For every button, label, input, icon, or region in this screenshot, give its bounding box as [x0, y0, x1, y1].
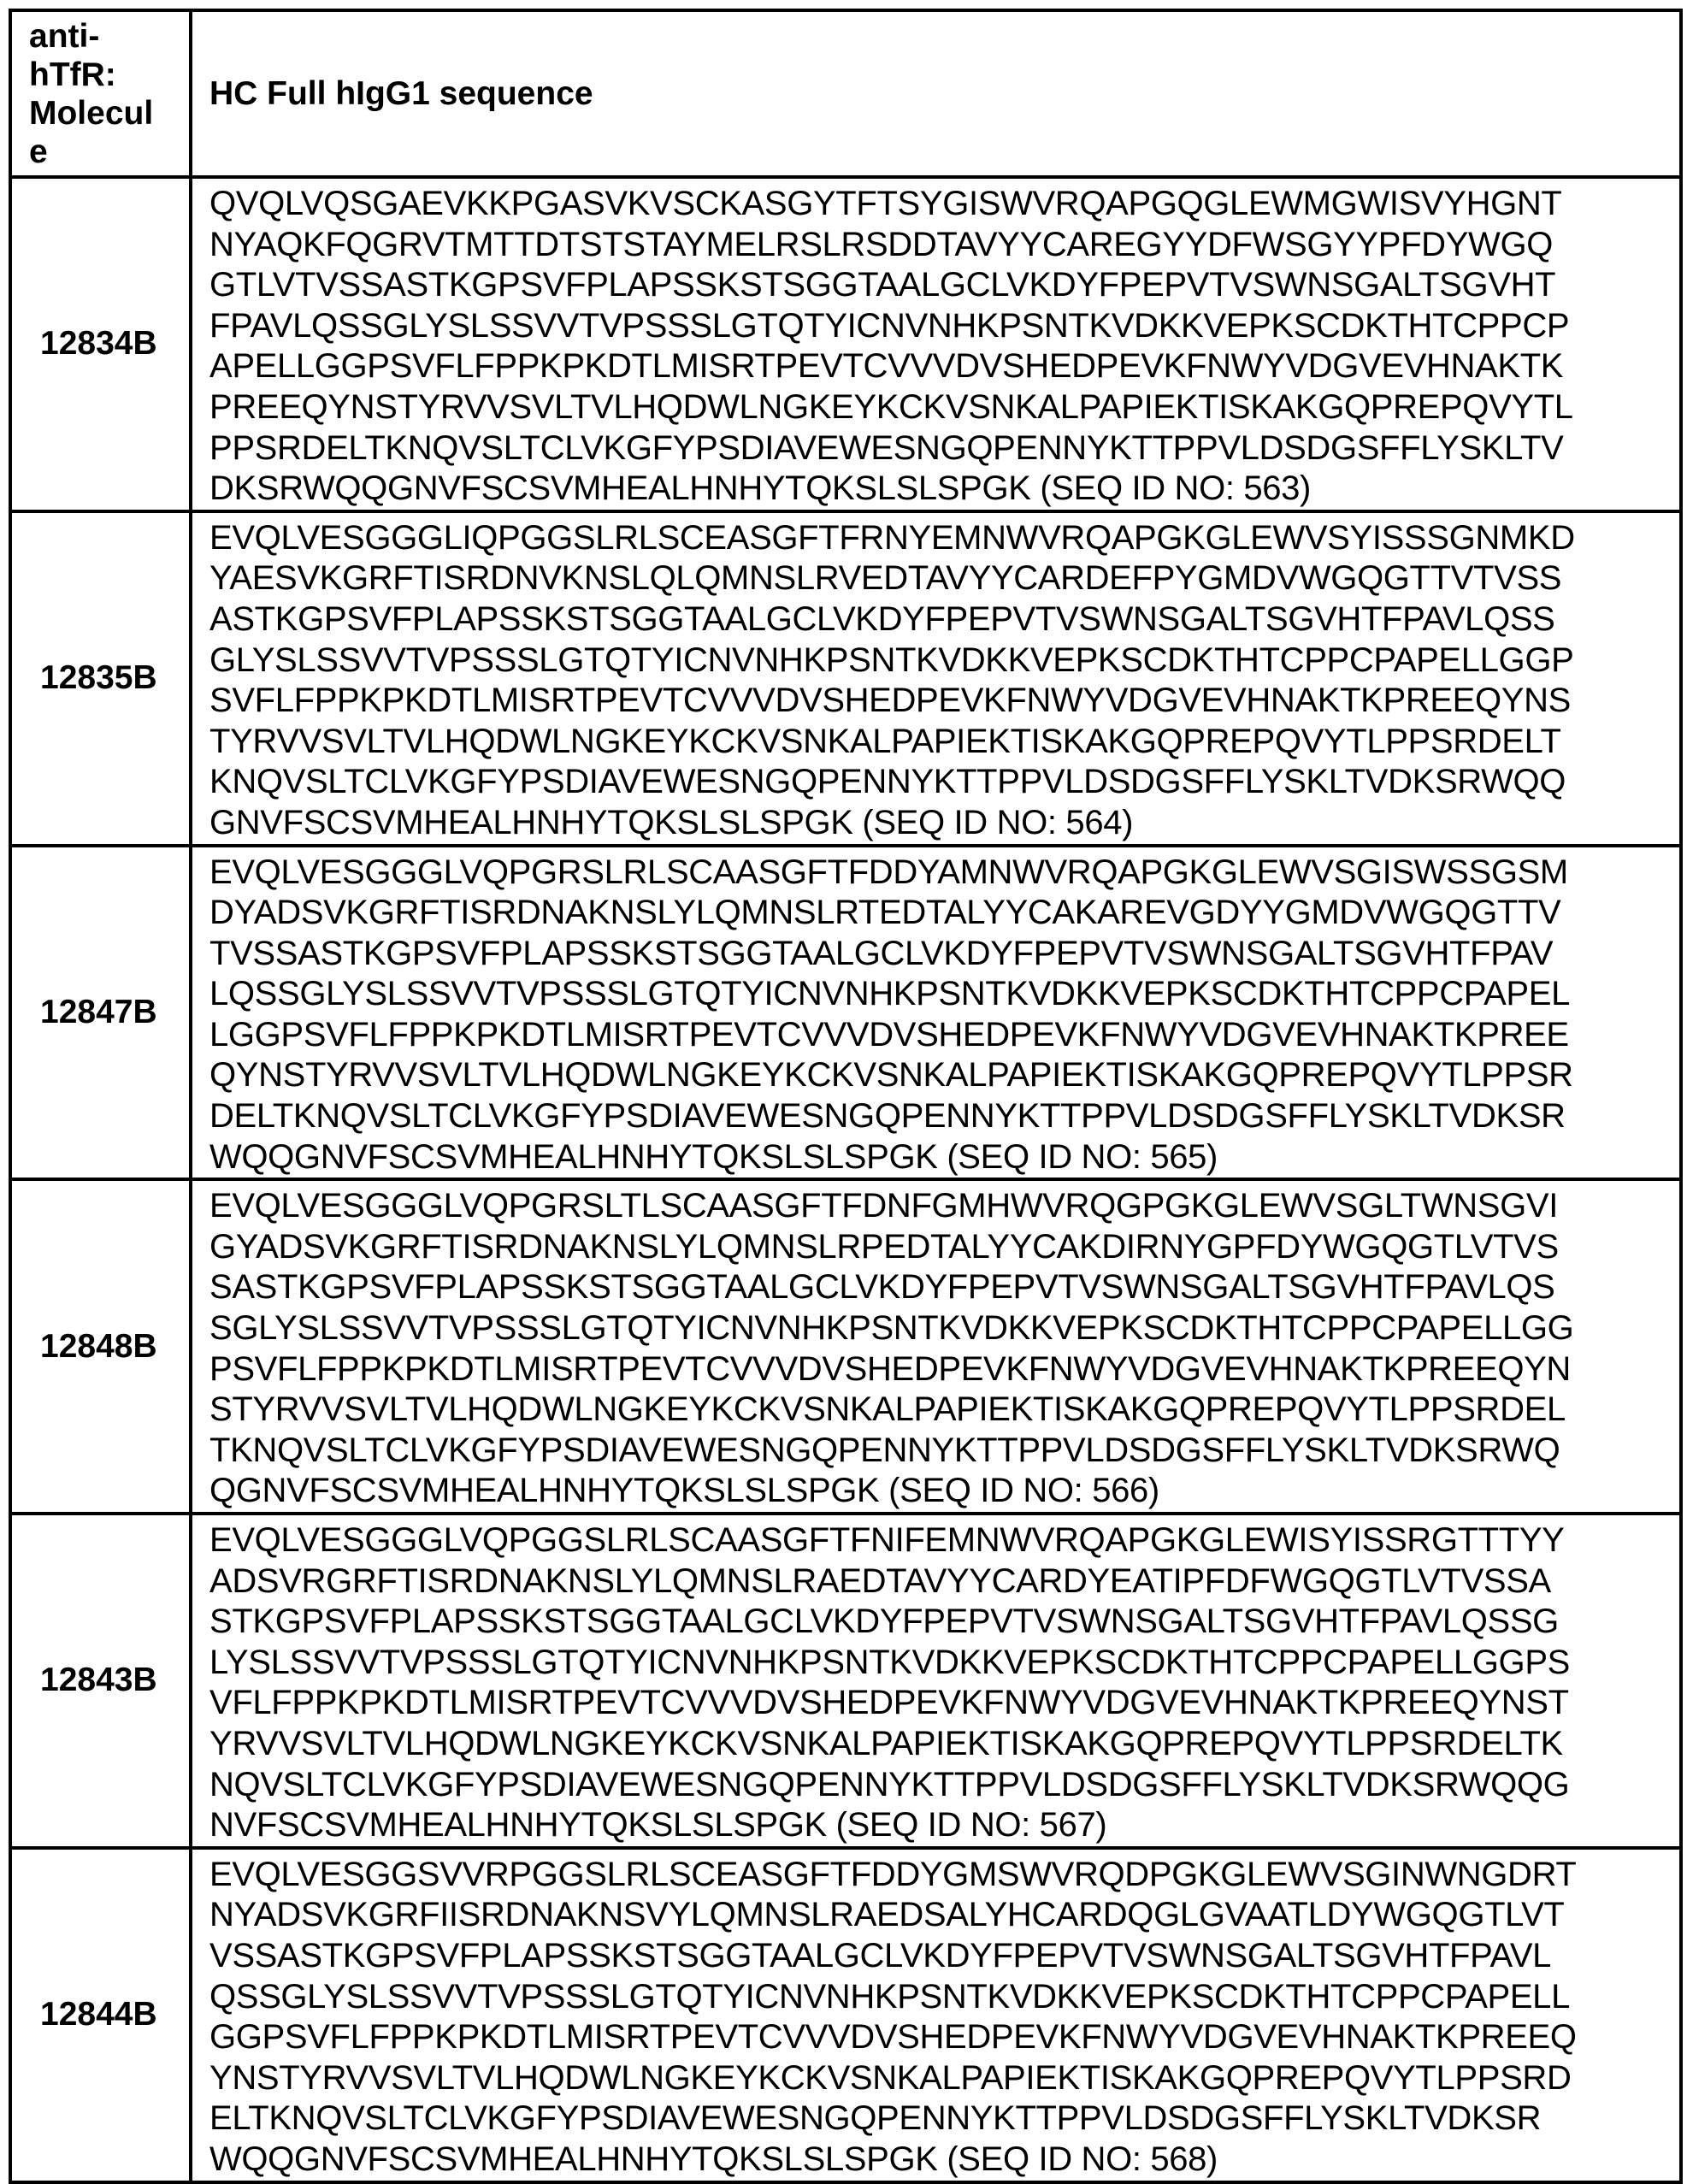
header-molecule-line: anti- — [29, 17, 100, 55]
sequence-line: PPSRDELTKNQVSLTCLVKGFYPSDIAVEWESNGQPENNYKTTPPVLDSDGSFFLYSKLTV — [209, 428, 1564, 467]
header-molecule-line: e — [29, 133, 48, 170]
sequence-line: NQVSLTCLVKGFYPSDIAVEWESNGQPENNYKTTPPVLDSDGSFFLYSKLTVDKSRWQQG — [209, 1765, 1570, 1803]
sequence-line: EVQLVESGGGLIQPGGSLRLSCEASGFTFRNYEMNWVRQAPGKGLEWVSYISSSGNMKD — [209, 518, 1575, 557]
sequence-table — [9, 9, 1683, 2184]
sequence-line: EVQLVESGGGLVQPGGSLRLSCAASGFTFNIFEMNWVRQAPGKGLEWISYISSRGTTTYY — [209, 1521, 1565, 1559]
sequence-line: ELTKNQVSLTCLVKGFYPSDIAVEWESNGQPENNYKTTPPVLDSDGSFFLYSKLTVDKSR — [209, 2099, 1542, 2138]
sequence-line: NYAQKFQGRVTMTTDTSTSTAYMELRSLRSDDTAVYYCAREGYYDFWSGYYPFDYWGQ — [209, 225, 1553, 263]
header-sequence: HC Full hIgG1 sequence — [191, 10, 1681, 177]
sequence-line: PSVFLFPPKPKDTLMISRTPEVTCVVVDVSHEDPEVKFNWYVDGVEVHNAKTKPREEQYN — [209, 1349, 1571, 1388]
sequence-line: SGLYSLSSVVTVPSSSLGTQTYICNVNHKPSNTKVDKKVEPKSCDKTHTCPPCPAPELLGG — [209, 1309, 1574, 1348]
molecule-id: 12835B — [10, 511, 191, 846]
molecule-id: 12843B — [10, 1514, 191, 1848]
sequence-line: TYRVVSVLTVLHQDWLNGKEYKCKVSNKALPAPIEKTISKAKGQPREPQVYTLPPSRDELT — [209, 722, 1561, 760]
sequence-line: FPAVLQSSGLYSLSSVVTVPSSSLGTQTYICNVNHKPSNTKVDKKVEPKSCDKTHTCPPCP — [209, 306, 1570, 345]
sequence-line: LGGPSVFLFPPKPKDTLMISRTPEVTCVVVDVSHEDPEVKFNWYVDGVEVHNAKTKPREE — [209, 1015, 1569, 1054]
sequence-line: QYNSTYRVVSVLTVLHQDWLNGKEYKCKVSNKALPAPIEKTISKAKGQPREPQVYTLPPSR — [209, 1056, 1573, 1095]
sequence-line: YNSTYRVVSVLTVLHQDWLNGKEYKCKVSNKALPAPIEKTISKAKGQPREPQVYTLPPSRD — [209, 2058, 1572, 2097]
table-row — [10, 177, 1681, 511]
sequence-line: GGPSVFLFPPKPKDTLMISRTPEVTCVVVDVSHEDPEVKFNWYVDGVEVHNAKTKPREEQ — [209, 2018, 1577, 2057]
sequence-line: DYADSVKGRFTISRDNAKNSLYLQMNSLRTEDTALYYCAKAREVGDYYGMDVWGQGTTV — [209, 894, 1561, 932]
sequence-line: WQQGNVFSCSVMHEALHNHYTQKSLSLSPGK (SEQ ID NO: 568) — [209, 2140, 1218, 2178]
sequence-cell — [191, 1848, 1681, 2182]
sequence-line: GNVFSCSVMHEALHNHYTQKSLSLSPGK (SEQ ID NO: 564) — [209, 803, 1134, 841]
sequence-line: STYRVVSVLTVLHQDWLNGKEYKCKVSNKALPAPIEKTISKAKGQPREPQVYTLPPSRDEL — [209, 1390, 1566, 1429]
sequence-line: TVSSASTKGPSVFPLAPSSKSTSGGTAALGCLVKDYFPEPVTVSWNSGALTSGVHTFPAV — [209, 934, 1554, 972]
sequence-cell — [191, 511, 1681, 846]
sequence-line: QGNVFSCSVMHEALHNHYTQKSLSLSPGK (SEQ ID NO: 566) — [209, 1472, 1159, 1510]
sequence-line: VFLFPPKPKDTLMISRTPEVTCVVVDVSHEDPEVKFNWYVDGVEVHNAKTKPREEQYNST — [209, 1684, 1569, 1722]
sequence-line: DKSRWQQGNVFSCSVMHEALHNHYTQKSLSLSPGK (SEQ ID NO: 563) — [209, 469, 1312, 508]
sequence-line: WQQGNVFSCSVMHEALHNHYTQKSLSLSPGK (SEQ ID NO: 565) — [209, 1137, 1218, 1176]
sequence-line: GYADSVKGRFTISRDNAKNSLYLQMNSLRPEDTALYYCAKDIRNYGPFDYWGQGTLVTVS — [209, 1227, 1559, 1266]
table-row — [10, 511, 1681, 846]
header-molecule — [10, 10, 191, 177]
sequence-line: NVFSCSVMHEALHNHYTQKSLSLSPGK (SEQ ID NO: 567) — [209, 1806, 1107, 1845]
molecule-id: 12848B — [10, 1179, 191, 1514]
sequence-line: ASTKGPSVFPLAPSSKSTSGGTAALGCLVKDYFPEPVTVSWNSGALTSGVHTFPAVLQSS — [209, 599, 1555, 638]
table-row — [10, 846, 1681, 1180]
sequence-line: VSSASTKGPSVFPLAPSSKSTSGGTAALGCLVKDYFPEPVTVSWNSGALTSGVHTFPAVL — [209, 1936, 1552, 1974]
sequence-line: ADSVRGRFTISRDNAKNSLYLQMNSLRAEDTAVYYCARDYEATIPFDFWGQGTLVTVSSA — [209, 1561, 1551, 1600]
sequence-line: SVFLFPPKPKDTLMISRTPEVTCVVVDVSHEDPEVKFNWYVDGVEVHNAKTKPREEQYNS — [209, 682, 1571, 720]
sequence-line: KNQVSLTCLVKGFYPSDIAVEWESNGQPENNYKTTPPVLDSDGSFFLYSKLTVDKSRWQQ — [209, 763, 1566, 801]
sequence-line: GLYSLSSVVTVPSSSLGTQTYICNVNHKPSNTKVDKKVEPKSCDKTHTCPPCPAPELLGGP — [209, 640, 1574, 679]
molecule-id: 12844B — [10, 1848, 191, 2182]
table-row — [10, 1848, 1681, 2182]
sequence-line: LQSSGLYSLSSVVTVPSSSLGTQTYICNVNHKPSNTKVDKKVEPKSCDKTHTCPPCPAPEL — [209, 975, 1570, 1013]
sequence-line: QSSGLYSLSSVVTVPSSSLGTQTYICNVNHKPSNTKVDKKVEPKSCDKTHTCPPCPAPELL — [209, 1977, 1570, 2016]
sequence-line: SASTKGPSVFPLAPSSKSTSGGTAALGCLVKDYFPEPVTVSWNSGALTSGVHTFPAVLQS — [209, 1268, 1555, 1307]
sequence-cell — [191, 1179, 1681, 1514]
sequence-line: EVQLVESGGGLVQPGRSLTLSCAASGFTFDNFGMHWVRQGPGKGLEWVSGLTWNSGVI — [209, 1187, 1558, 1225]
sequence-line: TKNQVSLTCLVKGFYPSDIAVEWESNGQPENNYKTTPPVLDSDGSFFLYSKLTVDKSRWQ — [209, 1431, 1560, 1469]
sequence-line: DELTKNQVSLTCLVKGFYPSDIAVEWESNGQPENNYKTTPPVLDSDGSFFLYSKLTVDKSR — [209, 1097, 1566, 1136]
sequence-line: YAESVKGRFTISRDNVKNSLQLQMNSLRVEDTAVYYCARDEFPYGMDVWGQGTTVTVSS — [209, 559, 1562, 598]
sequence-cell — [191, 846, 1681, 1180]
table-row — [10, 1514, 1681, 1848]
sequence-line: PREEQYNSTYRVVSVLTVLHQDWLNGKEYKCKVSNKALPAPIEKTISKAKGQPREPQVYTL — [209, 387, 1573, 426]
sequence-line: YRVVSVLTVLHQDWLNGKEYKCKVSNKALPAPIEKTISKAKGQPREPQVYTLPPSRDELTK — [209, 1724, 1563, 1762]
sequence-line: EVQLVESGGSVVRPGGSLRLSCEASGFTFDDYGMSWVRQDPGKGLEWVSGINWNGDRT — [209, 1855, 1577, 1893]
molecule-id: 12834B — [10, 177, 191, 511]
sequence-line: APELLGGPSVFLFPPKPKDTLMISRTPEVTCVVVDVSHEDPEVKFNWYVDGVEVHNAKTK — [209, 347, 1564, 386]
sequence-cell — [191, 177, 1681, 511]
header-row — [10, 10, 1681, 177]
sequence-line: STKGPSVFPLAPSSKSTSGGTAALGCLVKDYFPEPVTVSWNSGALTSGVHTFPAVLQSSG — [209, 1603, 1559, 1641]
sequence-line: GTLVTVSSASTKGPSVFPLAPSSKSTSGGTAALGCLVKDYFPEPVTVSWNSGALTSGVHT — [209, 266, 1556, 304]
sequence-line: NYADSVKGRFIISRDNAKNSVYLQMNSLRAEDSALYHCARDQGLGVAATLDYWGQGTLVT — [209, 1896, 1565, 1934]
sequence-cell — [191, 1514, 1681, 1848]
sequence-line: QVQLVQSGAEVKKPGASVKVSCKASGYTFTSYGISWVRQAPGQGLEWMGWISVYHGNT — [209, 185, 1562, 222]
molecule-id: 12847B — [10, 846, 191, 1180]
header-molecule-line: hTfR: — [29, 56, 116, 93]
sequence-line: LYSLSSVVTVPSSSLGTQTYICNVNHKPSNTKVDKKVEPKSCDKTHTCPPCPAPELLGGPS — [209, 1643, 1570, 1681]
sequence-line: EVQLVESGGGLVQPGRSLRLSCAASGFTFDDYAMNWVRQAPGKGLEWVSGISWSSGSM — [209, 853, 1568, 891]
header-molecule-line: Molecul — [29, 94, 154, 132]
table-row — [10, 1179, 1681, 1514]
